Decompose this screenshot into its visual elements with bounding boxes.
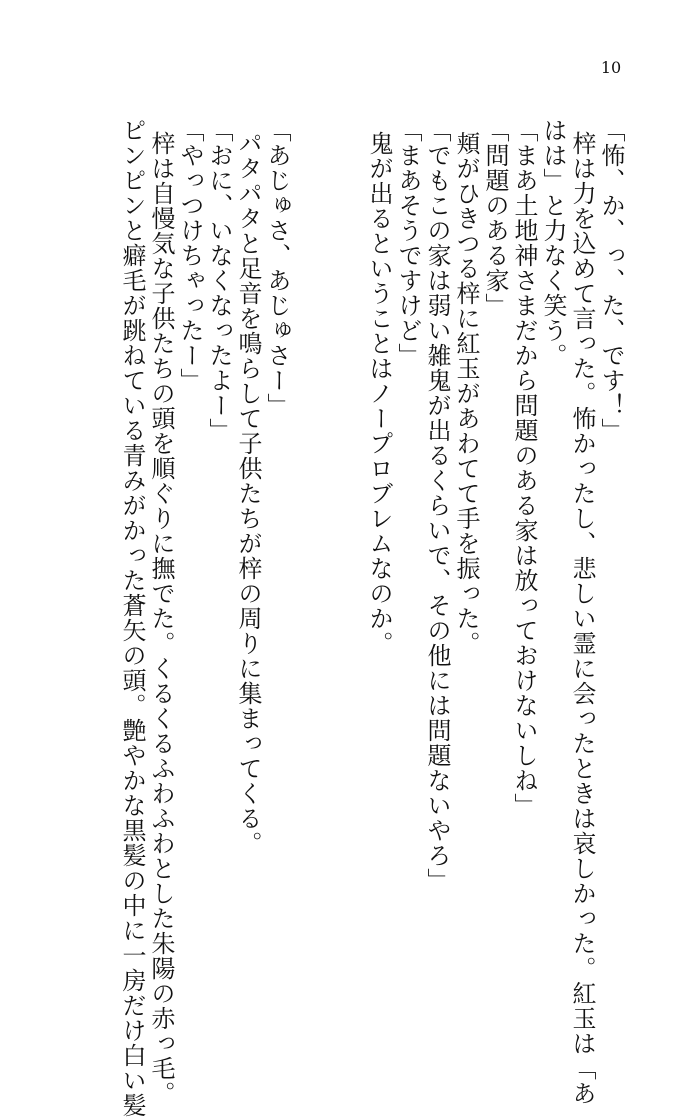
text-line-1: 「怖、か、っ、た、です！」 <box>597 118 625 443</box>
text-line-4: 「まあ土地神さまだから問題のある家は放っておけないしね」 <box>510 118 538 818</box>
text-line-3: はは」と力なく笑う。 <box>539 118 567 368</box>
page-number: 10 <box>600 58 622 77</box>
text-line-15: 梓は自慢気な子供たちの頭を順ぐりに撫でた。くるくるふわふわとした朱陽の赤っ毛。 <box>147 131 175 1106</box>
text-line-5: 「問題のある家」 <box>481 118 509 318</box>
text-line-9: 鬼が出るということはノープロブレムなのか。 <box>365 131 393 656</box>
text-line-16: ピンピンと癖毛が跳ねている青みがかった蒼矢の頭。艶やかな黒髪の中に一房だけ白い髪 <box>118 118 146 1118</box>
text-line-6: 頬がひきつる梓に紅玉があわてて手を振った。 <box>452 131 480 656</box>
text-line-13: 「おに、いなくなったよー」 <box>205 118 233 443</box>
text-line-8: 「まあそうですけど」 <box>394 118 422 368</box>
text-line-12: パタパタと足音を鳴らして子供たちが梓の周りに集まってくる。 <box>234 131 262 856</box>
text-line-14: 「やっつけちゃったー」 <box>176 118 204 393</box>
text-line-7: 「でもこの家は弱い雑鬼が出るくらいで、その他には問題ないやろ」 <box>423 118 451 893</box>
text-line-2: 梓は力を込めて言った。怖かったし、悲しい霊に会ったときは哀しかった。紅玉は「あ <box>568 131 596 1106</box>
text-line-11: 「あじゅさ、あじゅさー」 <box>263 118 291 418</box>
